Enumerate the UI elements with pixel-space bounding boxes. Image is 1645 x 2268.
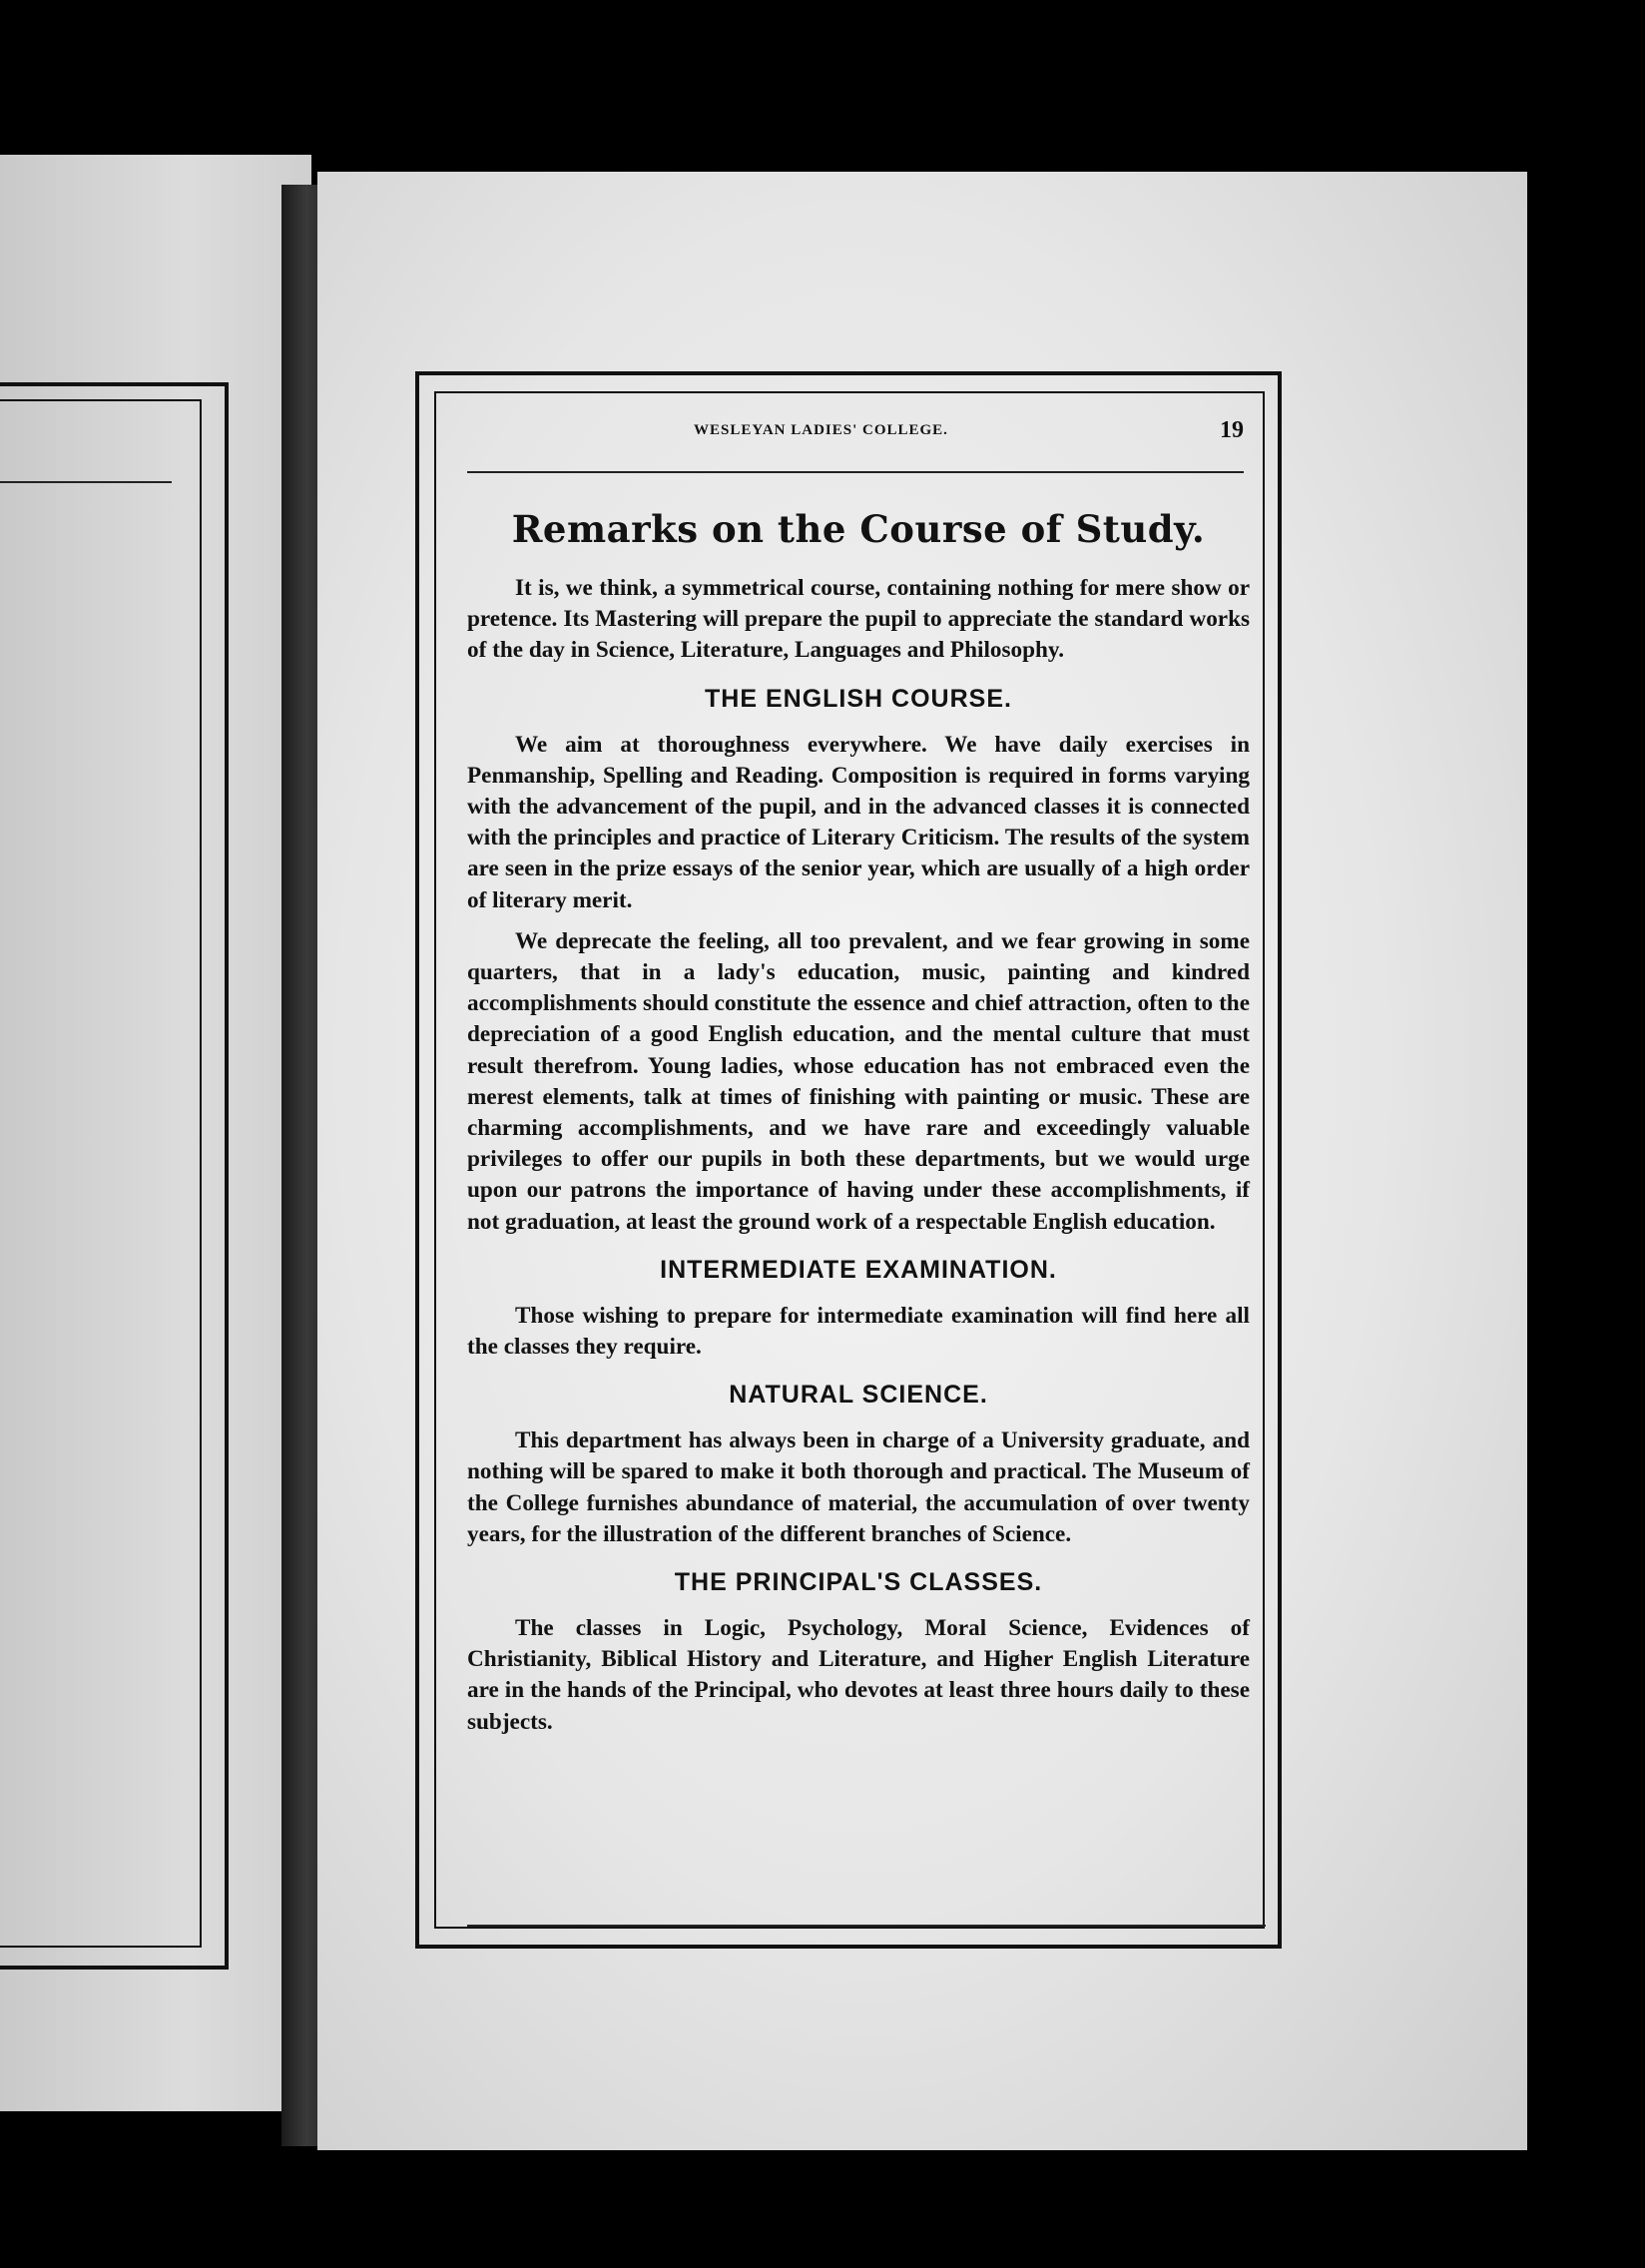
page-title: Remarks on the Course of Study. [511,507,1206,551]
paragraph: We deprecate the feeling, all too prevalent, and we fear growing in some quarters, that in a lady's education, music, painting and kindred accomplishments should constitute the essence and chief attraction, often to the depreciation of a good English education, and the mental culture that must result therefrom. Young ladies, whose education has not embraced even the merest elements, talk at times of finishing with painting or music. These are charming accomplishments, and we have rare and exceedingly valuable privileges to offer our pupils in both these departments, but we would urge upon our patrons the importance of having under these accomplishments, if not graduation, at least the ground work of a respectable English education. [467,927,1250,1235]
section-heading: THE PRINCIPAL'S CLASSES. [674,1568,1043,1597]
paragraph: This department has always been in charge of a University graduate, and nothing will be spared to make it both thorough and practical. The Museum of the College furnishes abundance of material, the accumulation of over twenty years, for the illustration of the different branches of Science. [467,1427,1250,1547]
paragraph: Those wishing to prepare for intermediate examination will find here all the classes they require. [467,1302,1250,1361]
left-page-frame-inner [0,399,202,1948]
footer-rule [467,1925,1266,1927]
page-number: 19 [1220,417,1244,443]
paragraph: The classes in Logic, Psychology, Moral Science, Evidences of Christianity, Biblical History and Literature, and Higher English Literature are in the hands of the Principal, who devotes at least three hours daily to these subjects. [467,1615,1250,1735]
section-heading: THE ENGLISH COURSE. [705,684,1012,713]
page-content [467,507,1250,1748]
left-page-rule [0,481,172,483]
section-english-course [467,685,1250,1238]
section-heading: NATURAL SCIENCE. [729,1381,988,1410]
running-head: WESLEYAN LADIES' COLLEGE. [694,422,948,438]
header-rule [467,471,1244,473]
section-principals-classes [467,1568,1250,1738]
section-intermediate-examination [467,1256,1250,1363]
intro-paragraph: It is, we think, a symmetrical course, containing nothing for mere show or pretence. Its Mastering will prepare the pupil to appreciate the standard works of the day in Science, Literature, Languages and Philosophy. [467,575,1250,664]
paragraph: We aim at thoroughness everywhere. We have daily exercises in Penmanship, Spelling and Reading. Composition is required in forms varying with the advancement of the pupil, and in the advanced classes it is connected with the principles and practice of Literary Criticism. The results of the system are seen in the prize essays of the senior year, which are usually of a high order of literary merit. [467,731,1250,913]
section-natural-science [467,1381,1250,1550]
left-facing-page [0,155,311,2111]
section-heading: INTERMEDIATE EXAMINATION. [660,1255,1057,1284]
